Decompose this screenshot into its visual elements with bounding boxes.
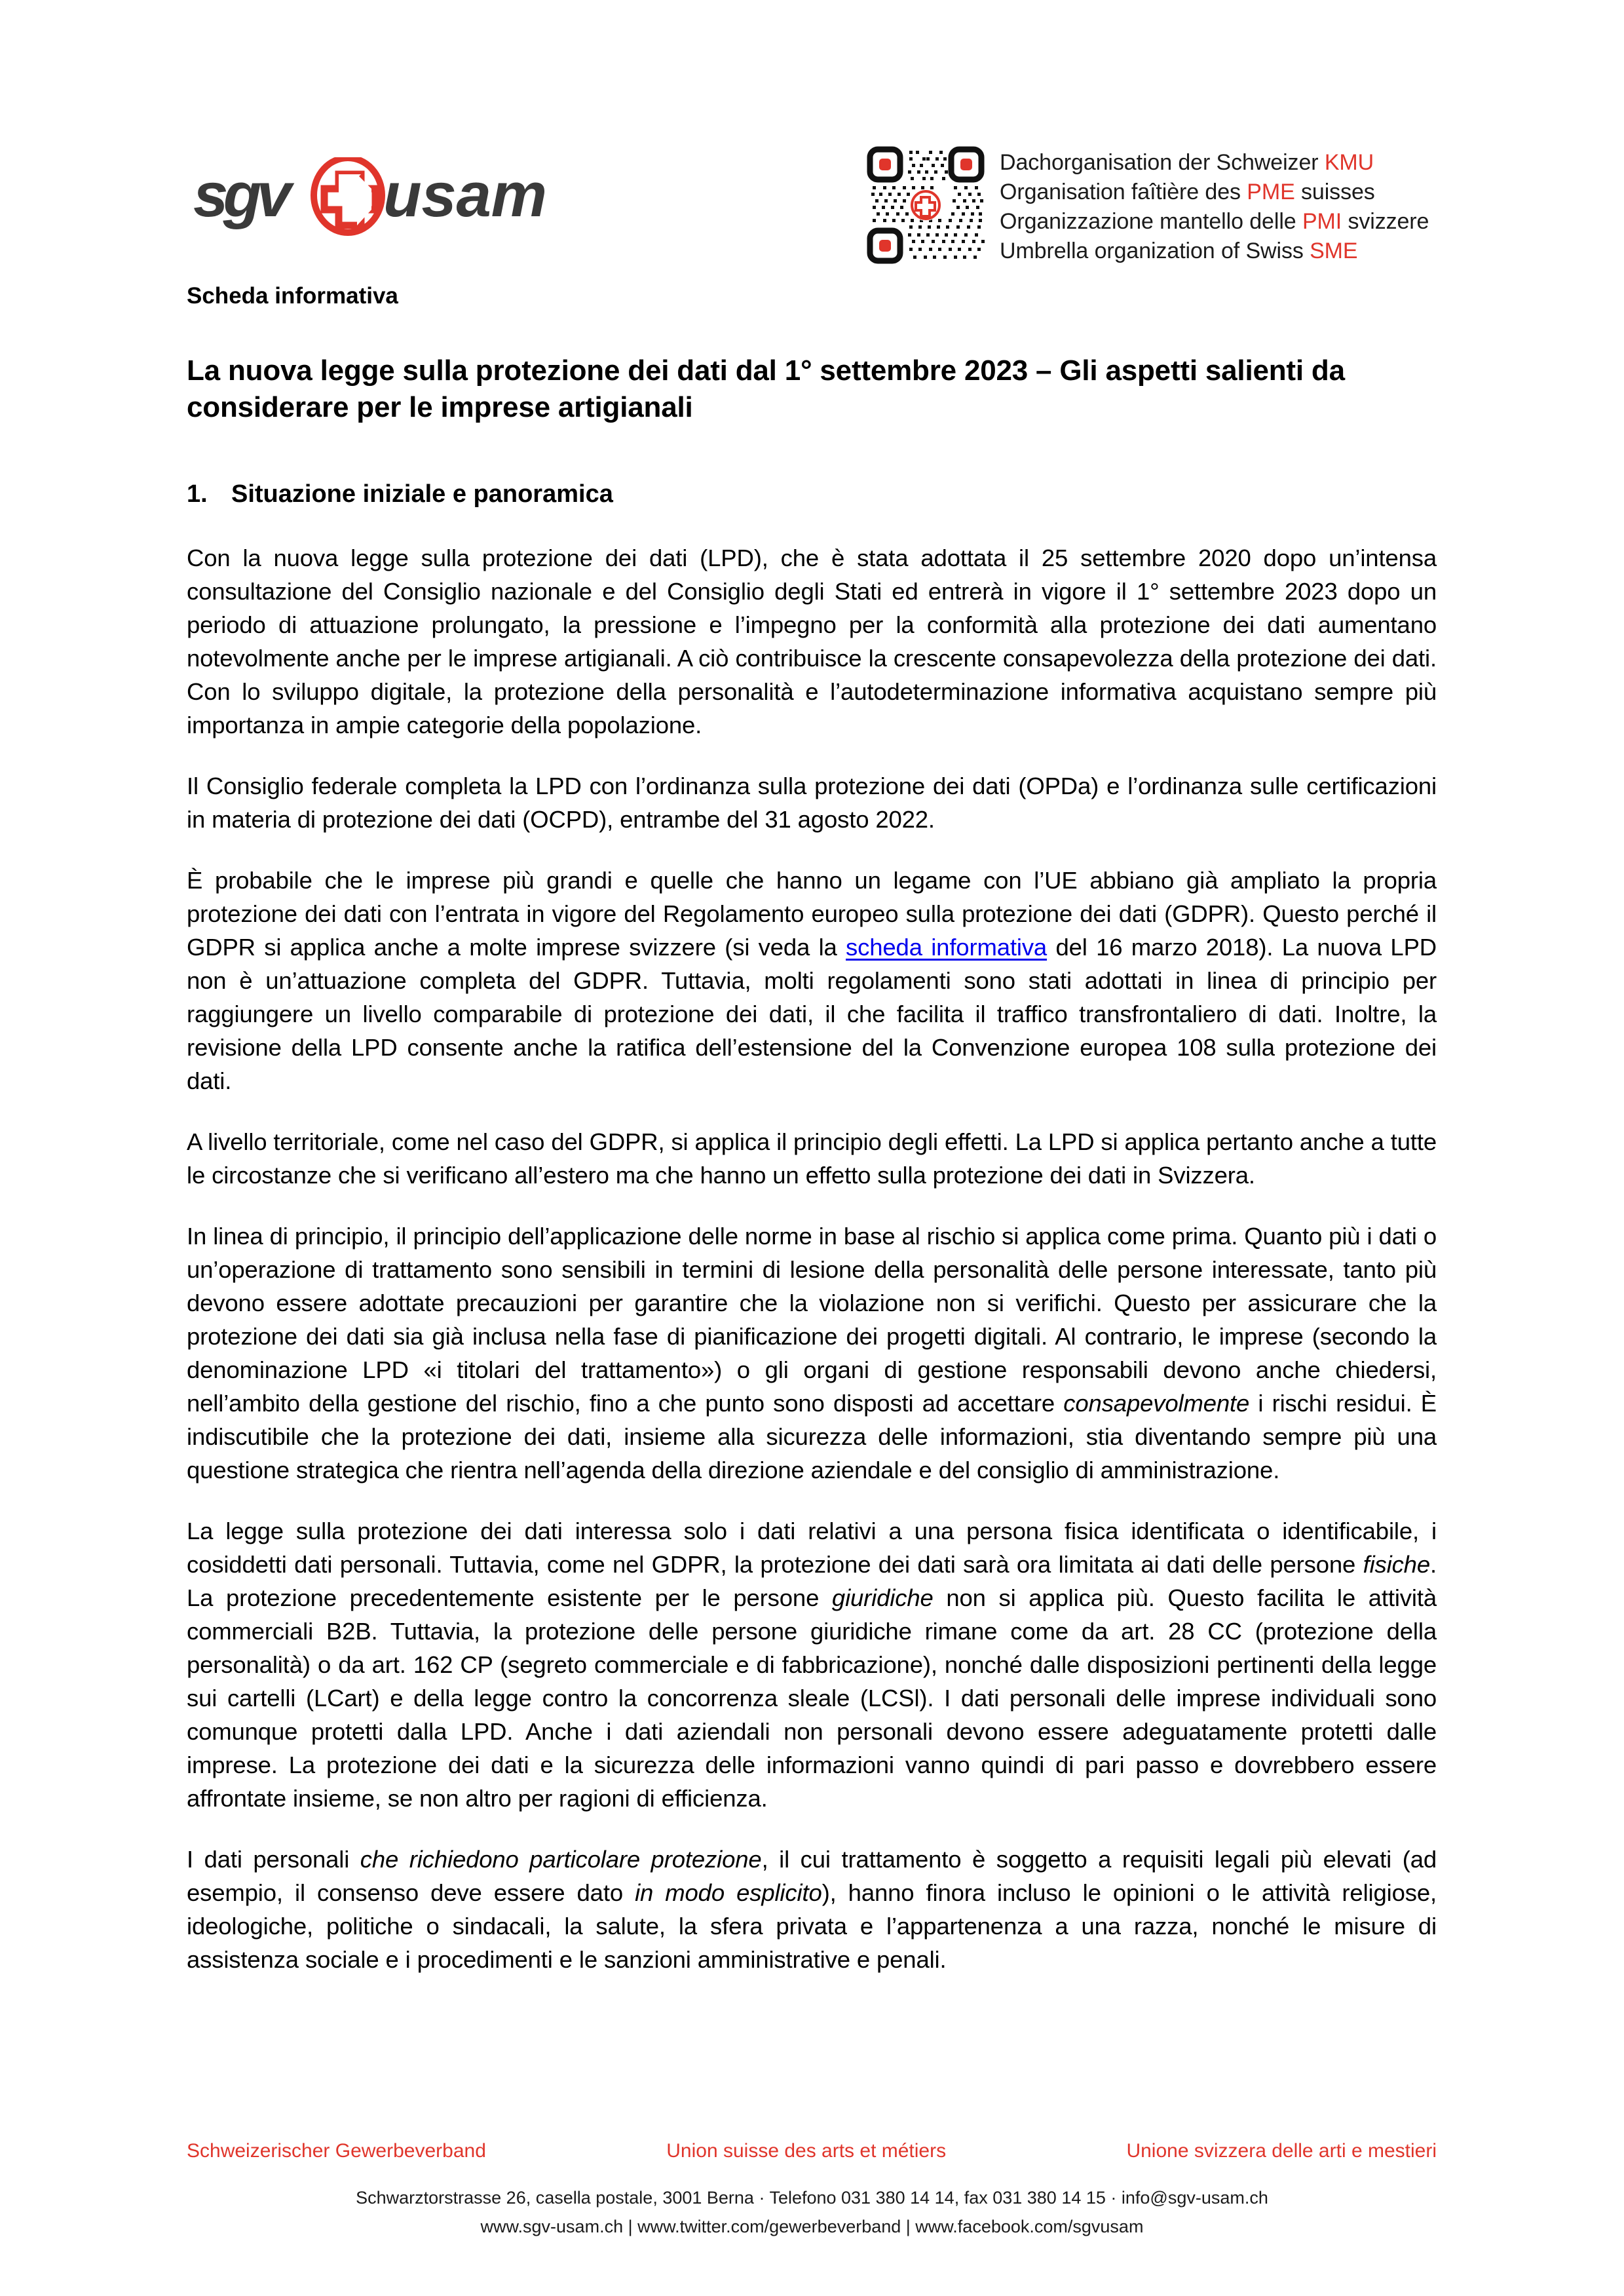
tagline-fr-pre: Organisation faîtière des bbox=[1000, 180, 1247, 204]
tagline-it-pre: Organizzazione mantello delle bbox=[1000, 209, 1302, 234]
tagline-de bbox=[1000, 148, 1429, 178]
paragraph-4: A livello territoriale, come nel caso del GDPR, si applica il principio degli effetti. La LPD si applica pertanto anche a tutte le circostanze che si verificano all’estero ma che hanno un effetto sulla protezione dei dati in Svizzera. bbox=[187, 1128, 1437, 1189]
paragraph-6-emphasis-giuridiche: giuridiche bbox=[831, 1584, 934, 1611]
paragraph-7-text-b: , il cui trattamento è soggetto a requisiti legali più elevati (ad esempio, il consenso deve essere dato bbox=[187, 1846, 1437, 1906]
paragraph-3 bbox=[187, 864, 1437, 1098]
qr-tagline-list bbox=[1000, 145, 1429, 266]
svg-text:sgv: sgv bbox=[193, 160, 292, 230]
tagline-en bbox=[1000, 237, 1429, 266]
tagline-de-pre: Dachorganisation der Schweizer bbox=[1000, 150, 1325, 175]
qr-header-block bbox=[866, 145, 1429, 266]
document-body bbox=[187, 282, 1437, 1976]
qr-code-icon[interactable] bbox=[866, 145, 985, 265]
tagline-de-highlight: KMU bbox=[1324, 150, 1374, 175]
paragraph-7 bbox=[187, 1843, 1437, 1976]
document-kicker: Scheda informativa bbox=[187, 283, 398, 309]
paragraph-5-text-b: i rischi residui. È indiscutibile che la protezione dei dati, insieme alla sicurezza delle informazioni, stia diventando sempre più una questione strategica che rientra nell’agenda della direzione aziendale e del consiglio di amministrazione. bbox=[187, 1390, 1437, 1483]
page-footer bbox=[0, 2132, 1624, 2296]
paragraph-5-text-a: In linea di principio, il principio dell’applicazione delle norme in base al rischio si applica come prima. Quanto più i dati o un’operazione di trattamento sono sensibili in termini di lesione della personalità delle persone interessate, tanto più devono essere adottate precauzioni per garantire che la violazione non si verifichi. Questo per assicurare che la protezione dei dati sia già inclusa nella fase di pianificazione dei progetti digitali. Al contrario, le imprese (secondo la denominazione LPD «i titolari del trattamento») o gli organi di gestione responsabili devono anche chiedersi, nell’ambito della gestione del rischio, fino a che punto sono disposti ad accettare bbox=[187, 1223, 1437, 1417]
paragraph-3-text-b: del 16 marzo 2018). La nuova LPD non è un’attuazione completa del GDPR. Tuttavia, molti regolamenti sono stati adottati in linea di principio per raggiungere un livello comparabile di protezione dei dati, il che facilita il traffico transfrontaliero di dati. Inoltre, la revisione della LPD consente anche la ratifica dell’estensione del la Convenzione europea 108 sulla protezione dei dati. bbox=[187, 934, 1437, 1094]
footer-organization-names bbox=[187, 2139, 1437, 2164]
paragraph-6-emphasis-fisiche: fisiche bbox=[1363, 1551, 1430, 1578]
paragraph-2: Il Consiglio federale completa la LPD con l’ordinanza sulla protezione dei dati (OPDa) e l’ordinanza sulle certificazioni in materia di protezione dei dati (OCPD), entrambe del 31 agosto 2022. bbox=[187, 773, 1437, 833]
tagline-it bbox=[1000, 207, 1429, 237]
paragraph-1: Con la nuova legge sulla protezione dei dati (LPD), che è stata adottata il 25 settembre 2020 dopo un’intensa consultazione del Consiglio nazionale e del Consiglio degli Stati ed entrerà in vigore il 1° settembre 2023 dopo un periodo di attuazione prolungato, la pressione e l’impegno per la conformità alla protezione dei dati aumentano notevolmente anche per le imprese artigianali. A ciò contribuisce la crescente consapevolezza della protezione dei dati. Con lo sviluppo digitale, la protezione della personalità e l’autodeterminazione informativa acquistano sempre più importanza in ampie categorie della popolazione. bbox=[187, 545, 1437, 738]
section-heading-1 bbox=[187, 478, 1437, 510]
page-header bbox=[0, 0, 1624, 275]
svg-text:usam: usam bbox=[383, 160, 547, 230]
page-title: La nuova legge sulla protezione dei dati dal 1° settembre 2023 – Gli aspetti salienti da considerare per le imprese artigianali bbox=[187, 354, 1345, 423]
footer-address-line: Schwarztorstrasse 26, casella postale, 3001 Berna · Telefono 031 380 14 14, fax 031 380 14 15 · info@sgv-usam.ch bbox=[356, 2188, 1268, 2208]
paragraph-5 bbox=[187, 1219, 1437, 1487]
paragraph-7-emphasis-protezione: che richiedono particolare protezione bbox=[360, 1846, 762, 1873]
swiss-cross-emblem-icon bbox=[314, 158, 382, 233]
footer-links-line[interactable]: www.sgv-usam.ch | www.twitter.com/gewerbeverband | www.facebook.com/sgvusam bbox=[480, 2217, 1144, 2236]
paragraph-6-text-b: . La protezione precedentemente esistente per le persone bbox=[187, 1551, 1437, 1611]
tagline-en-pre: Umbrella organization of Swiss bbox=[1000, 239, 1310, 263]
tagline-en-highlight: SME bbox=[1310, 239, 1358, 263]
footer-org-it: Unione svizzera delle arti e mestieri bbox=[1126, 2140, 1437, 2162]
scheda-informativa-link[interactable]: scheda informativa bbox=[846, 934, 1048, 961]
tagline-fr-post: suisses bbox=[1294, 180, 1375, 204]
footer-org-de: Schweizerischer Gewerbeverband bbox=[187, 2140, 486, 2162]
footer-contact-block bbox=[0, 2183, 1624, 2241]
paragraph-6-text-a: La legge sulla protezione dei dati interessa solo i dati relativi a una persona fisica identificata o identificabile, i cosiddetti dati personali. Tuttavia, come nel GDPR, la protezione dei dati sarà ora limitata ai dati delle persone bbox=[187, 1518, 1437, 1578]
footer-org-fr: Union suisse des arts et métiers bbox=[666, 2140, 947, 2162]
paragraph-5-emphasis: consapevolmente bbox=[1063, 1390, 1250, 1417]
section-title: Situazione iniziale e panoramica bbox=[231, 480, 613, 508]
paragraph-6 bbox=[187, 1514, 1437, 1815]
paragraph-3-text-a: È probabile che le imprese più grandi e quelle che hanno un legame con l’UE abbiano già ampliato la propria protezione dei dati con l’entrata in vigore del Regolamento europeo sulla protezione dei dati (GDPR). Questo perché il GDPR si applica anche a molte imprese svizzere (si veda la bbox=[187, 867, 1437, 961]
sgv-usam-logo bbox=[193, 157, 560, 236]
paragraph-7-emphasis-esplicito: in modo esplicito bbox=[635, 1879, 822, 1906]
section-number: 1. bbox=[187, 480, 208, 508]
paragraph-6-text-c: non si applica più. Questo facilita le attività commerciali B2B. Tuttavia, la protezione delle persone giuridiche rimane come da art. 28 CC (protezione della personalità) o da art. 162 CP (segreto commerciale e di fabbricazione), nonché dalle disposizioni pertinenti della legge sui cartelli (LCart) e della legge contro la concorrenza sleale (LCSl). I dati personali delle imprese individuali sono comunque protetti dalla LPD. Anche i dati aziendali non personali devono essere adeguatamente protetti dalle imprese. La protezione dei dati e la sicurezza delle informazioni vanno quindi di pari passo e dovrebbero essere affrontate insieme, se non altro per ragioni di efficienza. bbox=[187, 1584, 1437, 1812]
tagline-it-highlight: PMI bbox=[1302, 209, 1342, 234]
tagline-fr bbox=[1000, 178, 1429, 207]
tagline-fr-highlight: PME bbox=[1247, 180, 1295, 204]
tagline-it-post: svizzere bbox=[1342, 209, 1429, 234]
paragraph-7-text-a: I dati personali bbox=[187, 1846, 360, 1873]
paragraph-7-text-c: ), hanno finora incluso le opinioni o le attività religiose, ideologiche, politiche o sindacali, la salute, la sfera privata e l’appartenenza a una razza, nonché le misure di assistenza sociale e i procedimenti e le sanzioni amministrative e penali. bbox=[187, 1879, 1437, 1973]
